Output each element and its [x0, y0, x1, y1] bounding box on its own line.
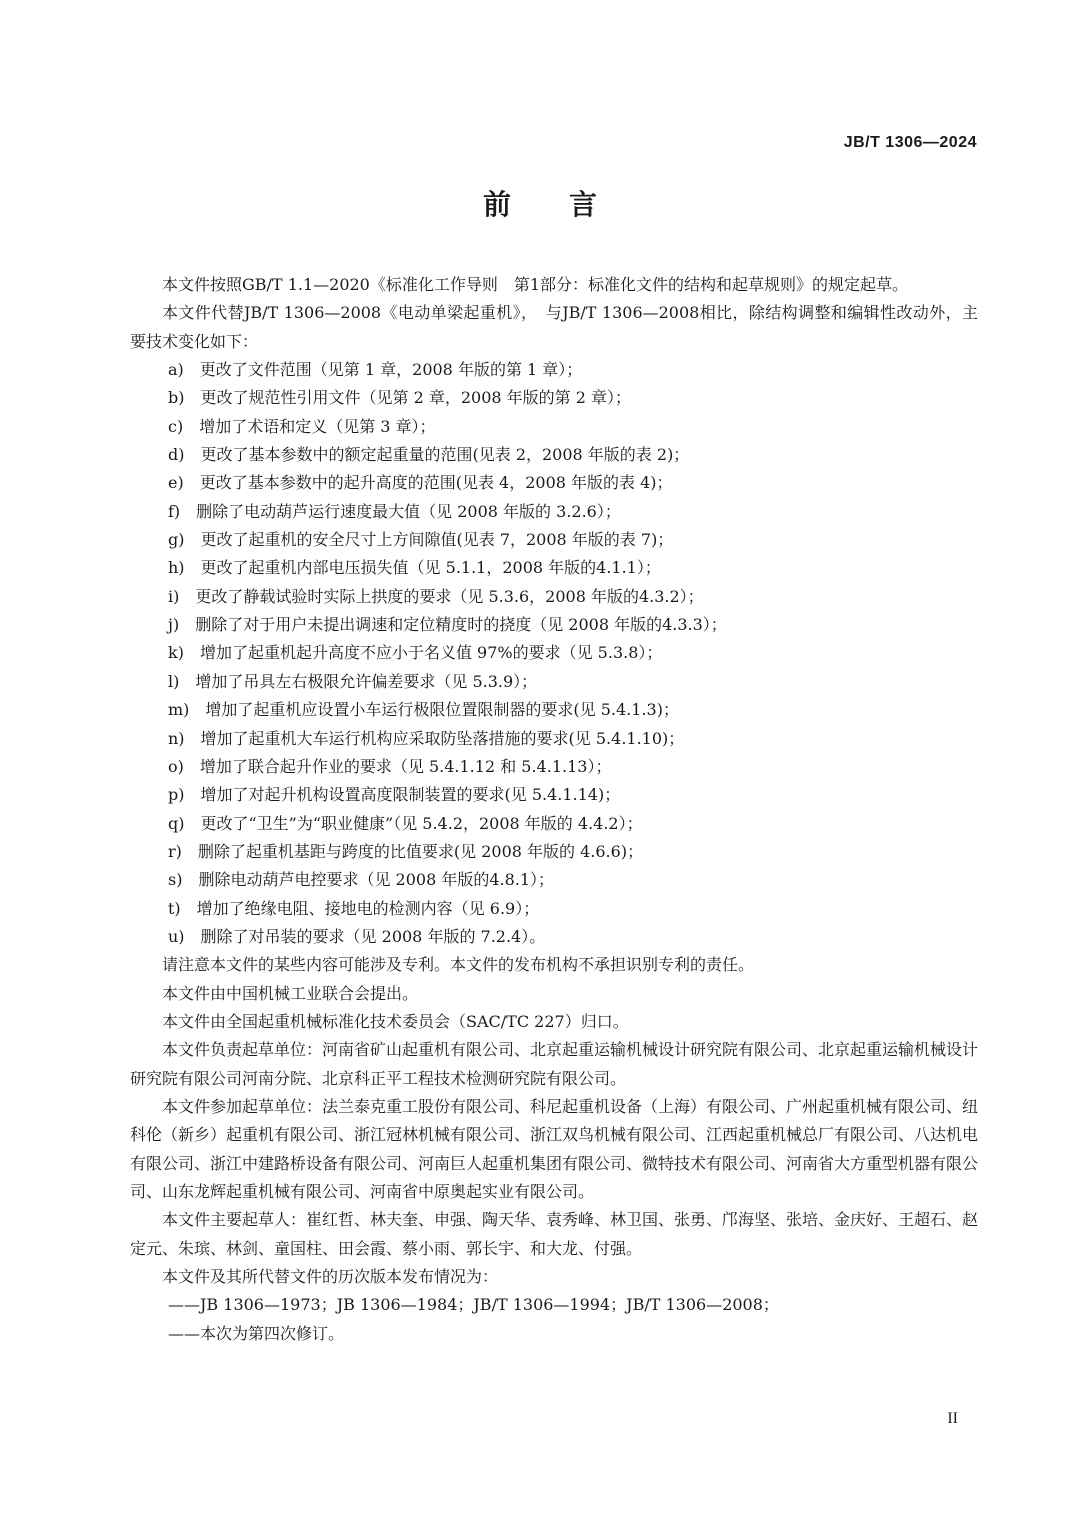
list-item: o) 增加了联合起升作业的要求（见 5.4.1.12 和 5.4.1.13）；: [168, 756, 612, 776]
list-item: l) 增加了吊具左右极限允许偏差要求（见 5.3.9）；: [168, 671, 538, 691]
list-item: h) 更改了起重机内部电压损失值（见 5.1.1，2008 年版的4.1.1）；: [168, 558, 661, 578]
paragraph-committee: 本文件由全国起重机械标准化技术委员会（SAC/TC 227）归口。: [162, 1011, 629, 1031]
paragraph-proposer: 本文件由中国机械工业联合会提出。: [162, 983, 419, 1003]
list-item: k) 增加了起重机起升高度不应小于名义值 97%的要求（见 5.3.8）；: [168, 643, 663, 663]
list-item: a) 更改了文件范围（见第 1 章，2008 年版的第 1 章）；: [168, 360, 583, 380]
list-item: e) 更改了基本参数中的起升高度的范围(见表 4，2008 年版的表 4)；: [168, 473, 673, 493]
list-item: g) 更改了起重机的安全尺寸上方间隙值(见表 7，2008 年版的表 7)；: [168, 530, 674, 550]
page-number: II: [947, 1410, 958, 1427]
list-item: d) 更改了基本参数中的额定起重量的范围(见表 2，2008 年版的表 2)；: [168, 445, 690, 465]
paragraph-participating-drafters: 本文件参加起草单位：法兰泰克重工股份有限公司、科尼起重机设备（上海）有限公司、广州起重机械有限公司、纽科伦（新乡）起重机有限公司、浙江冠林机械有限公司、浙江双鸟机械有限公司、江西起重机械总厂有限公司、八达机电有限公司、浙江中建路桥设备有限公司、河南巨人起重机集团有限公司、微特技术有限公司、河南省大方重型机器有限公司、山东龙辉起重机械有限公司、河南省中原奥起实业有限公司。: [130, 1096, 979, 1201]
paragraph-history-intro: 本文件及其所代替文件的历次版本发布情况为：: [162, 1267, 499, 1287]
list-item: m) 增加了起重机应设置小车运行极限位置限制器的要求(见 5.4.1.3)；: [168, 700, 679, 720]
foreword-body: [130, 271, 978, 1348]
history-item: ——JB 1306—1973；JB 1306—1984；JB/T 1306—1994；JB/T 1306—2008；: [168, 1295, 779, 1315]
page-title: 前言: [482, 188, 655, 221]
list-item: c) 增加了术语和定义（见第 3 章）；: [168, 416, 436, 436]
paragraph-replacement: 本文件代替JB/T 1306—2008《电动单梁起重机》， 与JB/T 1306—2008相比，除结构调整和编辑性改动外，主要技术变化如下：: [130, 303, 978, 351]
history-item: ——本次为第四次修订。: [168, 1323, 345, 1343]
list-item: p) 增加了对起升机构设置高度限制装置的要求(见 5.4.1.14)；: [168, 785, 621, 805]
list-item: i) 更改了静载试验时实际上拱度的要求（见 5.3.6，2008 年版的4.3.2）；: [168, 586, 704, 606]
list-item: u) 删除了对吊装的要求（见 2008 年版的 7.2.4）。: [168, 926, 546, 946]
list-item: j) 删除了对于用户未提出调速和定位精度时的挠度（见 2008 年版的4.3.3）；: [168, 615, 727, 635]
paragraph-patent-notice: 请注意本文件的某些内容可能涉及专利。本文件的发布机构不承担识别专利的责任。: [162, 955, 755, 975]
document-code: JB/T 1306—2024: [843, 134, 977, 151]
list-item: b) 更改了规范性引用文件（见第 2 章，2008 年版的第 2 章）；: [168, 388, 631, 408]
list-item: t) 增加了绝缘电阻、接地电的检测内容（见 6.9）；: [168, 898, 540, 918]
list-item: r) 删除了起重机基距与跨度的比值要求(见 2008 年版的 4.6.6)；: [168, 841, 644, 861]
list-item: s) 删除电动葫芦电控要求（见 2008 年版的4.8.1）；: [168, 870, 555, 890]
paragraph-drafting-rule: 本文件按照GB/T 1.1—2020《标准化工作导则 第1部分：标准化文件的结构和起草规则》的规定起草。: [162, 275, 909, 294]
changes-list: [130, 356, 978, 951]
paragraph-main-authors: 本文件主要起草人：崔红哲、林夫奎、申强、陶天华、袁秀峰、林卫国、张勇、邝海坚、张培、金庆好、王超石、赵定元、朱瑸、林剑、童国柱、田会霞、蔡小雨、郭长宇、和大龙、付强。: [130, 1210, 979, 1258]
list-item: f) 删除了电动葫芦运行速度最大值（见 2008 年版的 3.2.6）；: [168, 501, 621, 521]
list-item: q) 更改了“卫生”为“职业健康”（见 5.4.2，2008 年版的 4.4.2）；: [168, 813, 643, 833]
list-item: n) 增加了起重机大车运行机构应采取防坠落措施的要求(见 5.4.1.10)；: [168, 728, 685, 748]
history-list: [130, 1291, 978, 1348]
paragraph-lead-drafters: 本文件负责起草单位：河南省矿山起重机有限公司、北京起重运输机械设计研究院有限公司、北京起重运输机械设计研究院有限公司河南分院、北京科正平工程技术检测研究院有限公司。: [130, 1040, 979, 1088]
